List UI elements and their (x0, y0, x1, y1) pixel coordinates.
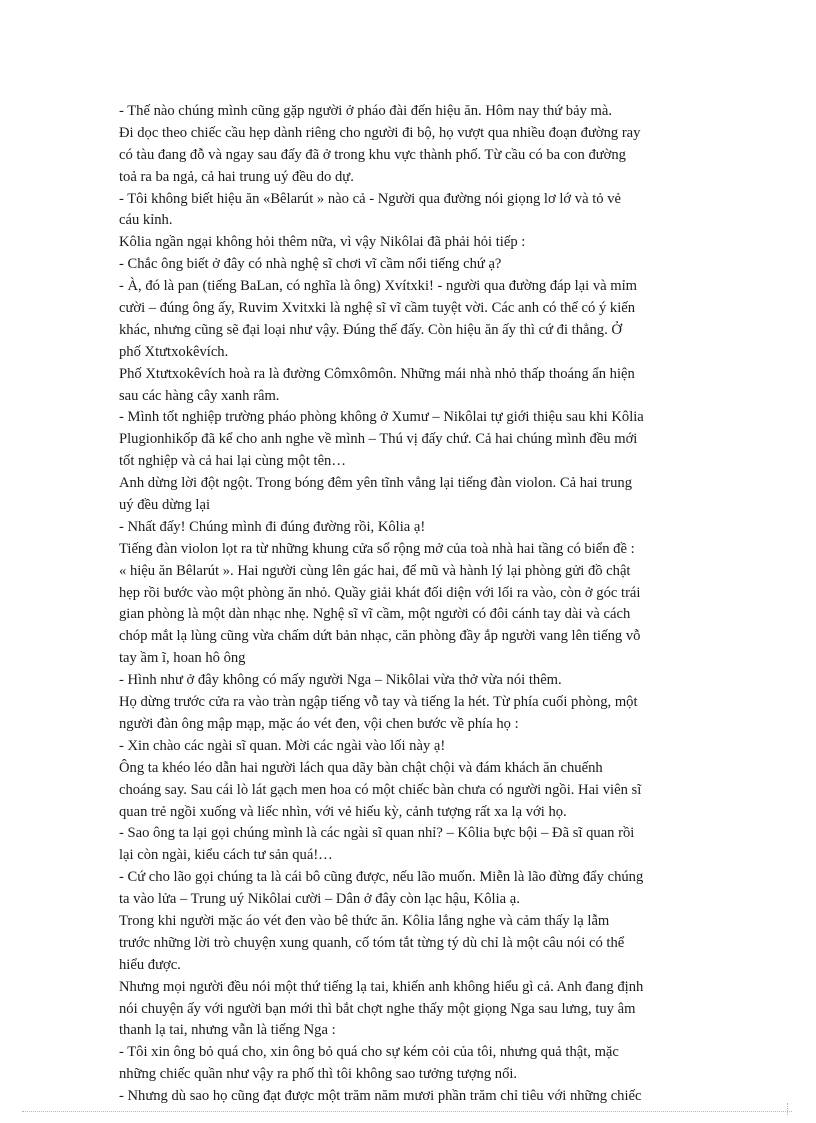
text-line: Anh dừng lời đột ngột. Trong bóng đêm yên tĩnh vẳng lại tiếng đàn violon. Cả hai trung (119, 475, 632, 492)
text-line: Plugionhikốp đã kể cho anh nghe về mình – Thú vị đấy chứ. Cả hai chúng mình đều mới (119, 431, 638, 448)
text-line: những chiếc quần như vậy ra phố thì tôi không sao tưởng tượng nổi. (119, 1066, 518, 1083)
text-line: - Nhất đấy! Chúng mình đi đúng đường rồi, Kôlia ạ! (119, 518, 426, 535)
text-line: - Nhưng dù sao họ cũng đạt được một trăm năm mươi phần trăm chỉ tiêu với những chiếc (119, 1088, 642, 1105)
text-line: trước những lời trò chuyện xung quanh, cố tóm tắt từng tý dù chỉ là một câu nói có thể (119, 934, 625, 951)
text-line: - Tôi xin ông bỏ quá cho, xin ông bỏ quá cho sự kém cỏi của tôi, nhưng quả thật, mặc (119, 1044, 619, 1061)
text-line: - Xin chào các ngài sĩ quan. Mời các ngài vào lối này ạ! (119, 737, 446, 754)
text-line: Họ dừng trước cửa ra vào tràn ngập tiếng vỗ tay và tiếng la hét. Từ phía cuối phòng, một (119, 694, 638, 711)
text-line: - À, đó là pan (tiếng BaLan, có nghĩa là ông) Xvítxki! - người qua đường đáp lại và mỉm (119, 278, 637, 295)
text-line: - Sao ông ta lại gọi chúng mình là các ngài sĩ quan nhỉ? – Kôlia bực bội – Đã sĩ quan rồi (119, 825, 635, 842)
page-border-dotted (22, 1111, 792, 1112)
text-line: tay ầm ĩ, hoan hô ông (119, 650, 246, 667)
text-line: phố Xtưtxokêvích. (119, 343, 229, 360)
text-line: Nhưng mọi người đều nói một thứ tiếng lạ tai, khiến anh không hiểu gì cả. Anh đang định (119, 978, 644, 995)
text-line: tốt nghiệp và cả hai lại cùng một tên… (119, 453, 346, 470)
text-line: hẹp rồi bước vào một phòng ăn nhỏ. Quầy giải khát đối diện với lối ra vào, còn ở góc trái (119, 584, 641, 601)
text-line: quan trẻ ngồi xuống và liếc nhìn, với vẻ hiếu kỳ, cảnh tượng rất xa lạ với họ. (119, 803, 567, 820)
text-line: toả ra ba ngả, cả hai trung uý đều do dự. (119, 168, 354, 185)
text-line: - Tôi không biết hiệu ăn «Bêlarút » nào cả - Người qua đường nói giọng lơ lớ và tỏ vẻ (119, 190, 621, 207)
text-line: Phố Xtưtxokêvích hoà ra là đường Cômxômôn. Những mái nhà nhỏ thấp thoáng ẩn hiện (119, 365, 635, 382)
text-line: « hiệu ăn Bêlarút ». Hai người cùng lên gác hai, để mũ và hành lý lại phòng gửi đồ chật (119, 562, 631, 579)
text-line: - Mình tốt nghiệp trường pháo phòng không ở Xumư – Nikôlai tự giới thiệu sau khi Kôlia (119, 409, 644, 426)
text-line: Tiếng đàn violon lọt ra từ những khung cửa sổ rộng mở của toà nhà hai tầng có biển đề : (119, 540, 635, 557)
text-line: Kôlia ngần ngại không hỏi thêm nữa, vì vậy Nikôlai đã phải hỏi tiếp : (119, 234, 526, 251)
text-line: người đàn ông mập mạp, mặc áo vét đen, vội chen bước về phía họ : (119, 715, 519, 732)
text-line: thanh lạ tai, nhưng vẫn là tiếng Nga : (119, 1022, 336, 1039)
text-line: - Thế nào chúng mình cũng gặp người ở pháo đài đến hiệu ăn. Hôm nay thứ bảy mà. (119, 103, 613, 119)
text-line: ta vào lửa – Trung uý Nikôlai cười – Dân ở đây còn lạc hậu, Kôlia ạ. (119, 891, 520, 908)
text-line: sau các hàng cây xanh râm. (119, 387, 280, 404)
text-line: Trong khi người mặc áo vét đen vào bê thức ăn. Kôlia lắng nghe và cảm thấy lạ lẫm (119, 912, 610, 929)
text-line: cáu kỉnh. (119, 212, 173, 229)
text-line: Ông ta khéo léo dẫn hai người lách qua dãy bàn chật chội và đám khách ăn chuếnh (119, 759, 603, 776)
text-line: khác, nhưng cũng sẽ đại loại như vậy. Đúng thế đấy. Còn hiệu ăn ấy thì cứ đi thẳng. Ở (119, 321, 622, 338)
text-line: gian phòng là một dàn nhạc nhẹ. Nghệ sĩ vĩ cầm, một người có đôi cánh tay dài và cách (119, 606, 631, 623)
text-line: nói chuyện ấy với người bạn mới thì bắt chợt nghe thấy một giọng Nga sau lưng, tuy âm (119, 1000, 636, 1017)
text-line: Đi dọc theo chiếc cầu hẹp dành riêng cho người đi bộ, họ vượt qua nhiều đoạn đường ray (119, 124, 641, 141)
text-line: cười – đúng ông ấy, Ruvim Xvitxki là nghệ sĩ vĩ cầm tuyệt vời. Các anh có thể có ý kiến (119, 300, 636, 317)
text-line: - Hình như ở đây không có mấy người Nga – Nikôlai vừa thở vừa nói thêm. (119, 672, 562, 689)
text-line: chóp mắt lạ lùng cũng vừa chấm dứt bản nhạc, căn phòng đầy ắp người vang lên tiếng vỗ (119, 628, 641, 645)
text-line: uý đều dừng lại (119, 497, 210, 514)
text-line: - Cứ cho lão gọi chúng ta là cái bô cũng được, nếu lão muốn. Miễn là lão đừng đẩy chúng (119, 869, 644, 886)
text-line: hiểu được. (119, 956, 181, 973)
page-corner-mark (787, 1103, 788, 1115)
text-line: lại còn ngài, kiểu cách tư sản quá!… (119, 847, 333, 864)
text-line: có tàu đang đỗ và ngay sau đấy đã ở trong khu vực thành phố. Từ cầu có ba con đường (119, 146, 626, 163)
body-text (119, 101, 699, 1108)
text-line: choáng say. Sau cái lò lát gạch men hoa có một chiếc bàn chưa có người ngồi. Hai viên sĩ (119, 781, 642, 798)
text-line: - Chắc ông biết ở đây có nhà nghệ sĩ chơi vĩ cầm nổi tiếng chứ ạ? (119, 256, 502, 273)
